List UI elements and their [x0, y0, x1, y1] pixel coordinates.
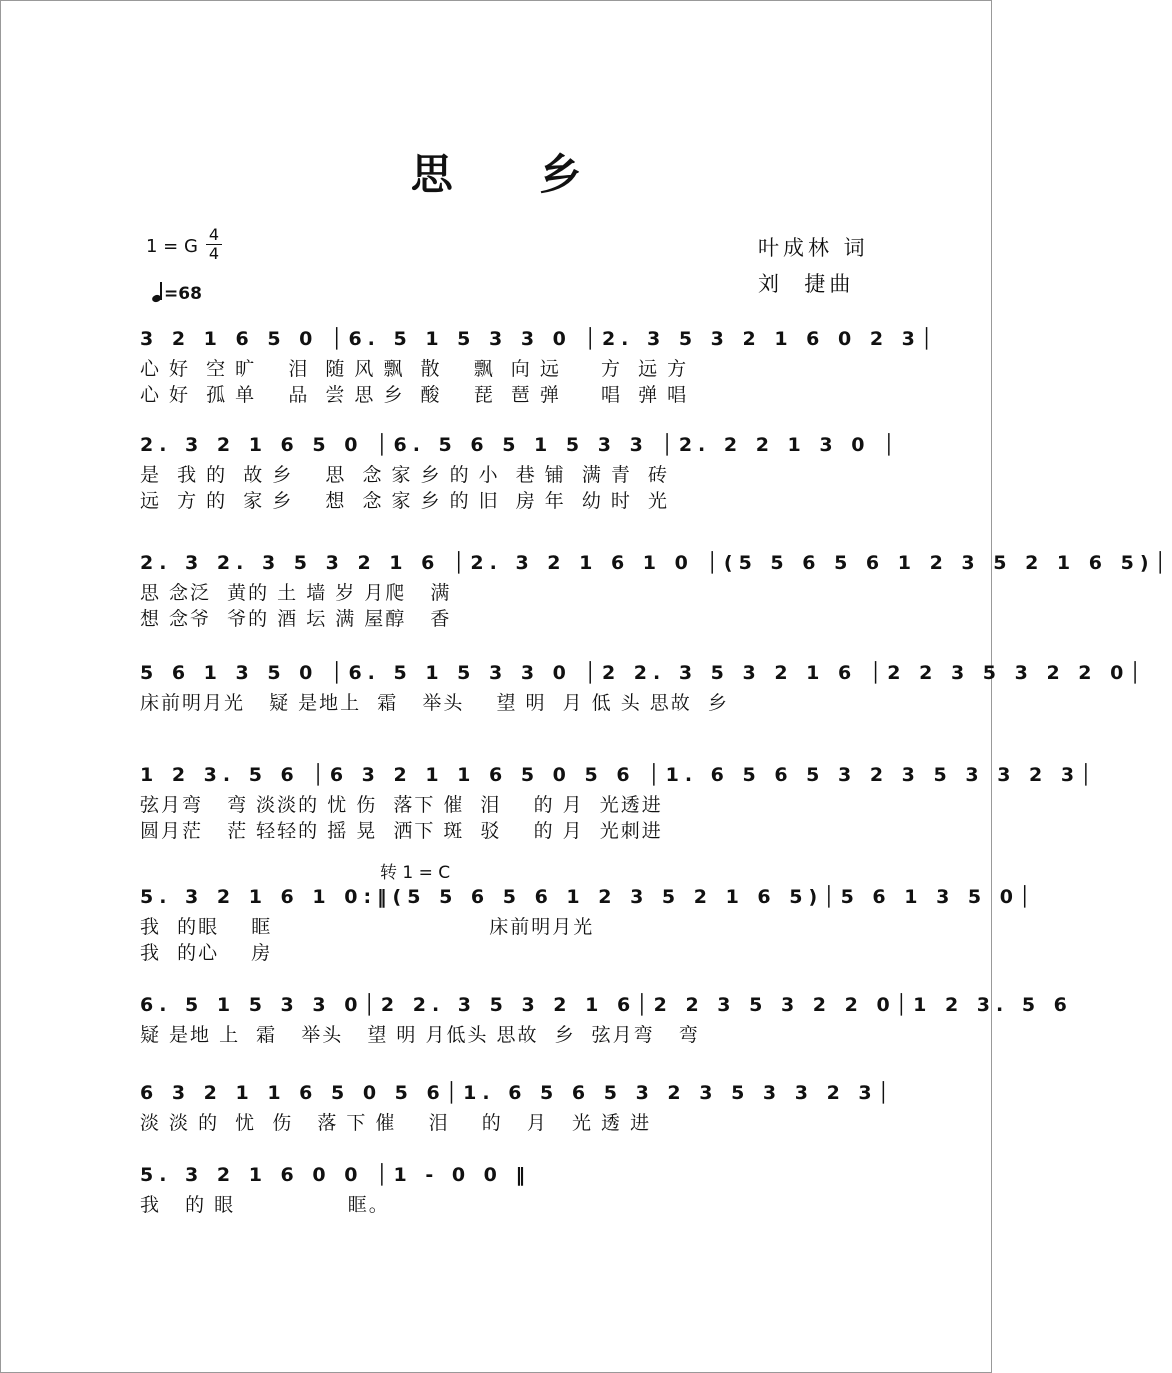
lyric-verse-1: 我 的 眼 眶。: [140, 1194, 390, 1216]
lyric-verse-1: 我 的眼 眶 床前明月光: [140, 916, 595, 938]
lyric-verse-2: 圆月茫 茫 轻轻的 摇 晃 洒下 斑 驳 的 月 光刺进: [140, 820, 663, 842]
quarter-note-icon: [152, 282, 164, 302]
modulation-word: 转: [380, 863, 397, 883]
score-row-2: [140, 428, 901, 514]
time-signature-top: 4: [206, 226, 222, 245]
lyric-verse-1: 思 念泛 黄的 土 墙 岁 月爬 满: [140, 582, 452, 604]
notation-line: 3 2 1 6 5 0 │6. 5 1 5 3 3 0 │2. 3 5 3 2 1 6 0 2 3│: [140, 328, 939, 350]
notation-line: 5. 3 2 1 6 0 0 │1 - 0 0 ‖: [140, 1164, 532, 1186]
composer-credit: 刘 捷曲: [758, 272, 855, 296]
score-row-4: [140, 656, 1147, 716]
lyric-verse-2: 远 方 的 家 乡 想 念 家 乡 的 旧 房 年 幼 时 光: [140, 490, 669, 512]
score-row-5: [140, 758, 1098, 844]
tempo-mark: [152, 282, 202, 304]
score-row-6: [140, 880, 1037, 966]
lyric-verse-1: 淡 淡 的 忧 伤 落 下 催 泪 的 月 光 透 进: [140, 1112, 652, 1134]
lyric-verse-1: 疑 是地 上 霜 举头 望 明 月低头 思故 乡 弦月弯 弯: [140, 1024, 700, 1046]
tempo-value: =68: [164, 284, 202, 304]
notation-line: 1 2 3. 5 6 │6 3 2 1 1 6 5 0 5 6 │1. 6 5 6 5 3 2 3 5 3 3 2 3│: [140, 764, 1098, 786]
lyric-verse-1: 是 我 的 故 乡 思 念 家 乡 的 小 巷 铺 满 青 砖: [140, 464, 669, 486]
score-row-8: [140, 1076, 896, 1136]
lyric-verse-2: 我 的心 房: [140, 942, 273, 964]
notation-line: 6 3 2 1 1 6 5 0 5 6│1. 6 5 6 5 3 2 3 5 3 3 2 3│: [140, 1082, 896, 1104]
notation-line: 6. 5 1 5 3 3 0│2 2. 3 5 3 2 1 6│2 2 3 5 3 2 2 0│1 2 3. 5 6: [140, 994, 1073, 1016]
score-row-9: [140, 1158, 880, 1218]
time-signature: [206, 226, 222, 263]
modulation-key: 1 = C: [402, 863, 451, 883]
score-row-3: [140, 546, 1172, 632]
lyric-verse-1: 床前明月光 疑 是地上 霜 举头 望 明 月 低 头 思故 乡: [140, 692, 729, 714]
key-signature: 1 = G: [146, 236, 198, 257]
lyricist-credit: 叶成林 词: [758, 236, 869, 260]
score-row-1: [140, 322, 939, 408]
lyric-verse-1: 弦月弯 弯 淡淡的 忧 伤 落下 催 泪 的 月 光透进: [140, 794, 663, 816]
lyric-verse-1: 心 好 空 旷 泪 随 风 飘 散 飘 向 远 方 远 方: [140, 358, 689, 380]
notation-line: 2. 3 2. 3 5 3 2 1 6 │2. 3 2 1 6 1 0 │(5 5 6 5 6 1 2 3 5 2 1 6 5)│: [140, 552, 1172, 574]
lyric-verse-2: 想 念爷 爷的 酒 坛 满 屋醇 香: [140, 608, 452, 630]
score-row-7: [140, 988, 1073, 1048]
lyric-verse-2: 心 好 孤 单 品 尝 思 乡 酸 琵 琶 弹 唱 弹 唱: [140, 384, 689, 406]
time-signature-bottom: 4: [208, 244, 220, 263]
notation-line: 5 6 1 3 5 0 │6. 5 1 5 3 3 0 │2 2. 3 5 3 2 1 6 │2 2 3 5 3 2 2 0│: [140, 662, 1147, 684]
notation-line: 2. 3 2 1 6 5 0 │6. 5 6 5 1 5 3 3 │2. 2 2 1 3 0 │: [140, 434, 901, 456]
notation-line: 5. 3 2 1 6 1 0:‖(5 5 6 5 6 1 2 3 5 2 1 6 5)│5 6 1 3 5 0│: [140, 886, 1037, 908]
song-title: 思 乡: [410, 150, 618, 199]
